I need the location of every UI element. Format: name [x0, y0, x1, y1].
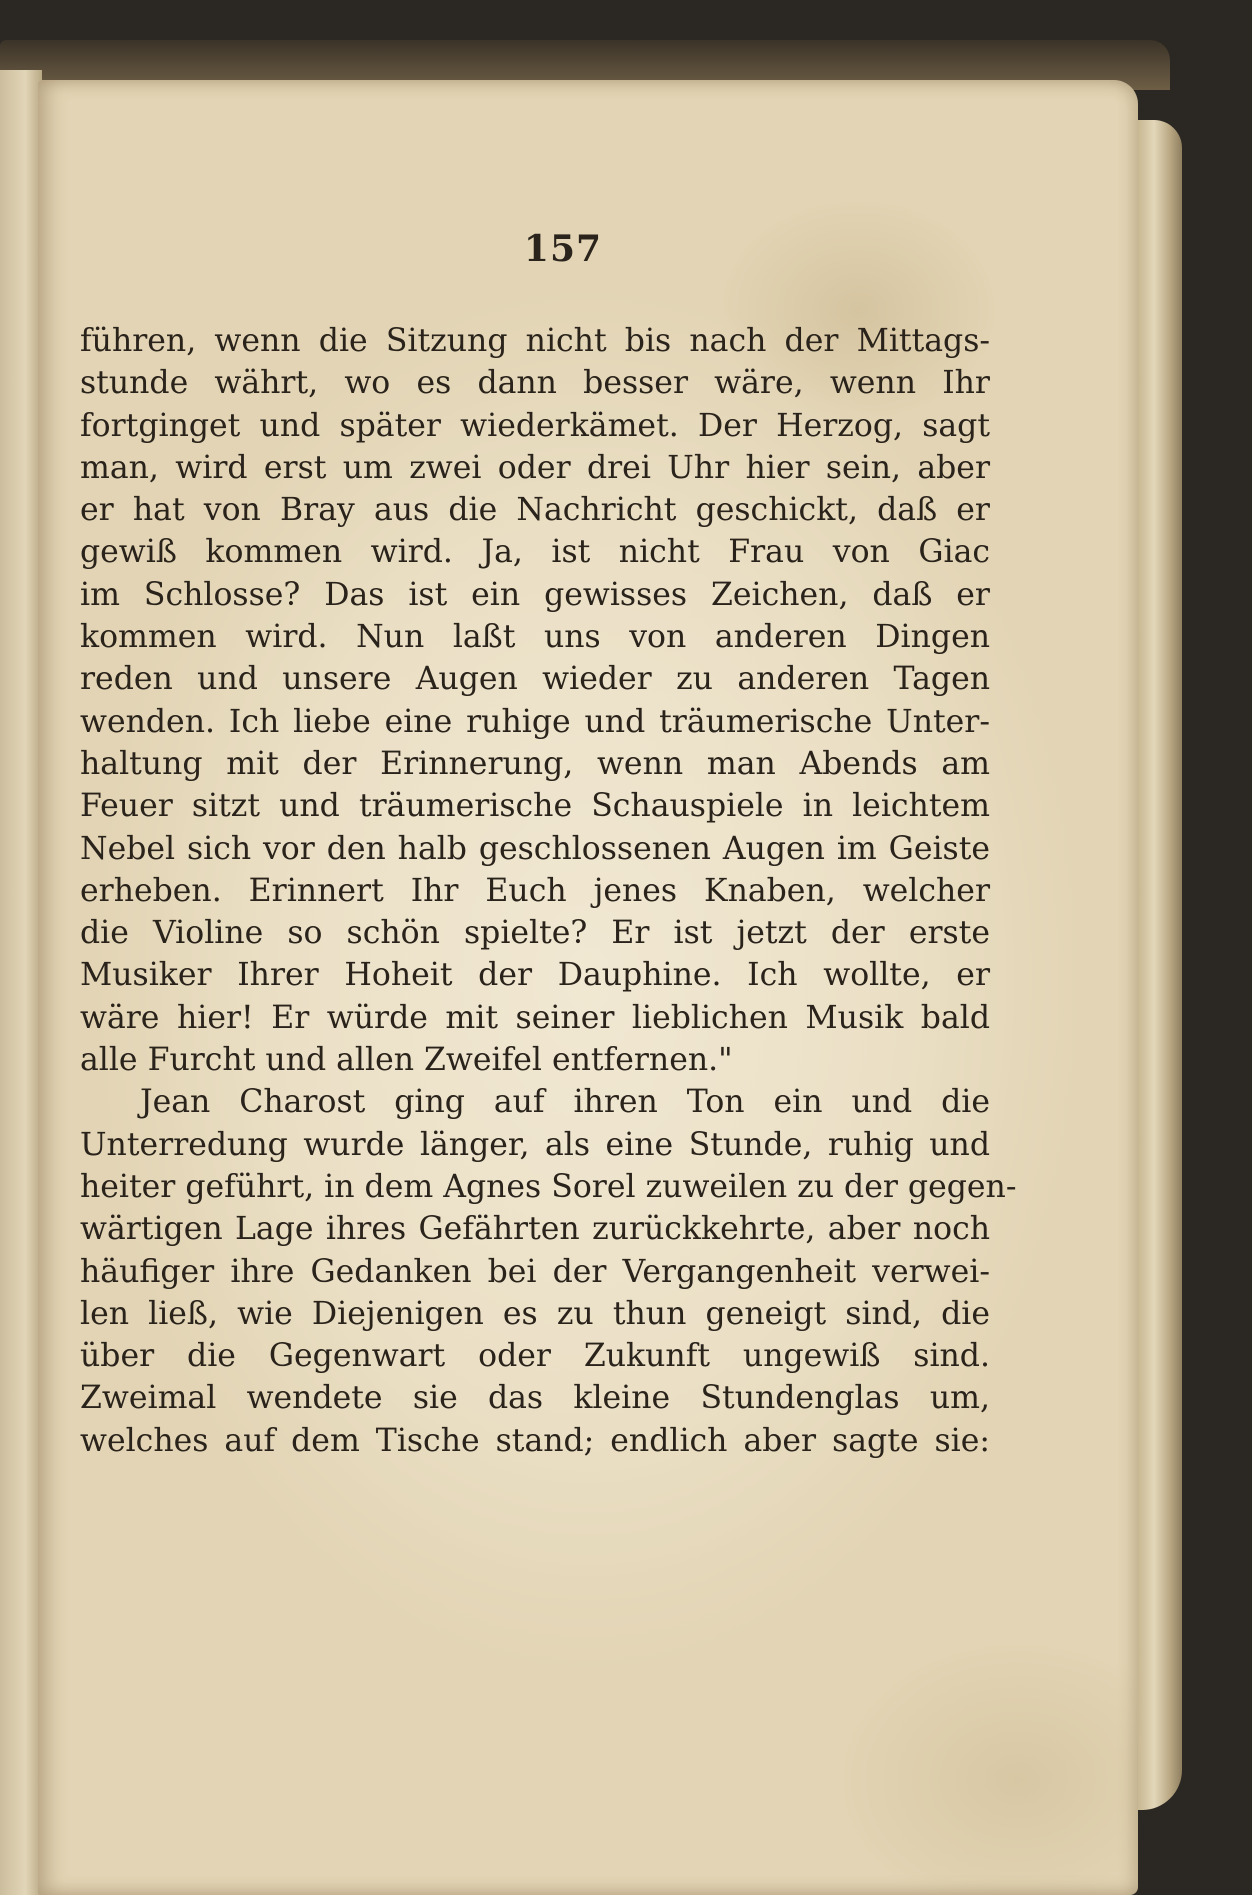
text-line: er hat von Bray aus die Nachricht geschickt, daß er: [80, 492, 990, 529]
text-line: welches auf dem Tische stand; endlich aber sagte sie:: [80, 1422, 990, 1459]
text-line: wärtigen Lage ihres Gefährten zurückkehrte, aber noch: [80, 1211, 990, 1248]
text-line: wäre hier! Er würde mit seiner lieblichen Musik bald: [80, 999, 990, 1036]
page-number: 157: [523, 228, 603, 270]
text-line: häufiger ihre Gedanken bei der Vergangenheit verwei-: [80, 1253, 990, 1290]
body-text: [80, 320, 1017, 1462]
text-line: erheben. Erinnert Ihr Euch jenes Knaben, welcher: [80, 872, 990, 909]
text-line: wenden. Ich liebe eine ruhige und träumerische Unter-: [80, 703, 990, 740]
text-line: Zweimal wendete sie das kleine Stundenglas um,: [80, 1380, 990, 1417]
text-line: im Schlosse? Das ist ein gewisses Zeichen, daß er: [80, 576, 990, 613]
text-line: kommen wird. Nun laßt uns von anderen Dingen: [80, 619, 990, 656]
text-line: Feuer sitzt und träumerische Schauspiele in leichtem: [80, 788, 990, 825]
text-line: die Violine so schön spielte? Er ist jetzt der erste: [80, 915, 990, 952]
text-line: fortginget und später wiederkämet. Der Herzog, sagt: [80, 407, 990, 444]
text-line: man, wird erst um zwei oder drei Uhr hier sein, aber: [80, 449, 990, 486]
text-line: über die Gegenwart oder Zukunft ungewiß sind.: [80, 1338, 990, 1375]
text-line: Musiker Ihrer Hoheit der Dauphine. Ich wollte, er: [80, 957, 990, 994]
text-line: gewiß kommen wird. Ja, ist nicht Frau von Giac: [80, 534, 990, 571]
paragraph-start-line: Jean Charost ging auf ihren Ton ein und die: [140, 1084, 990, 1121]
paragraph-end-line: alle Furcht und allen Zweifel entfernen.": [80, 1042, 733, 1079]
text-line: len ließ, wie Diejenigen es zu thun geneigt sind, die: [80, 1295, 990, 1332]
text-line: stunde währt, wo es dann besser wäre, wenn Ihr: [80, 365, 990, 402]
text-line: heiter geführt, in dem Agnes Sorel zuweilen zu der gegen-: [80, 1168, 1017, 1205]
previous-page-edge: [0, 70, 42, 1895]
text-line: Unterredung wurde länger, als eine Stunde, ruhig und: [80, 1126, 990, 1163]
text-line: führen, wenn die Sitzung nicht bis nach der Mittags-: [80, 323, 990, 359]
text-line: reden und unsere Augen wieder zu anderen Tagen: [80, 661, 990, 698]
text-line: Nebel sich vor den halb geschlossenen Augen im Geiste: [80, 830, 990, 867]
book-page: [38, 80, 1138, 1895]
text-line: haltung mit der Erinnerung, wenn man Abends am: [80, 745, 990, 782]
